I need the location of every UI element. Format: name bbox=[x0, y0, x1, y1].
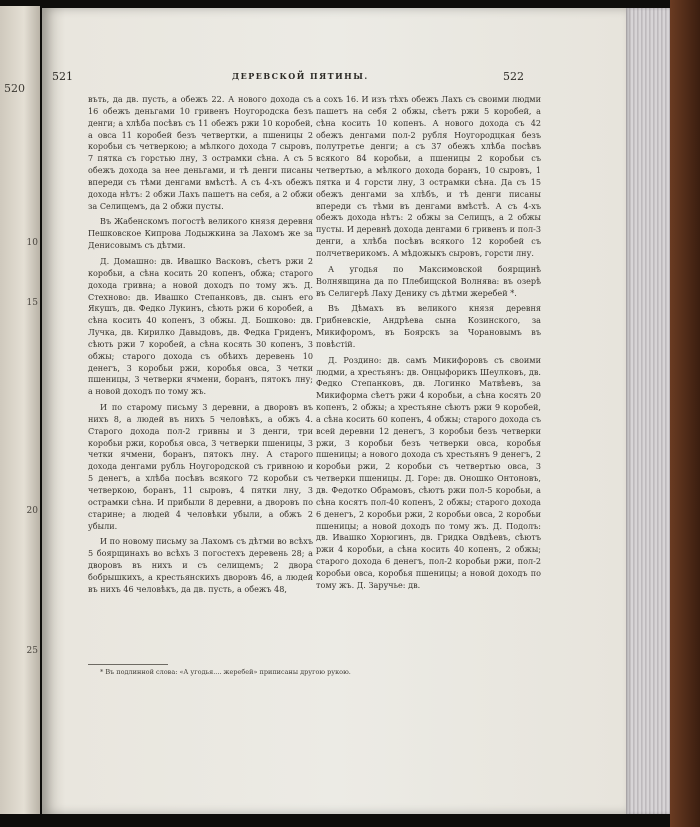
book-cover bbox=[670, 0, 700, 827]
paragraph: Д. Роздино: дв. самъ Микифоровъ съ своими людми, а хрестьянъ: дв. Онцыфорикъ Шеулковъ, дв. Федко Степанковъ, дв. Логинко Матвѣевъ, за Микиформа сѣетъ ржи 4 коробьи, а сѣна косять 20 копенъ, 2 обжы; а хрестьяне сѣютъ ржи 9 коробей, а сѣна косить 60 копенъ, 4 обжы; старого дохода съ всей деревни 12 денегъ, 3 коробьи безъ четверки ржи, 3 коробьи безъ четверки овса, коробья пшеницы; а нового дохода съ хрестьянъ 9 денегъ, 2 коробьи ржи, 2 коробьи съ четвертью овса, 3 четверки пшеницы. Д. Горе: дв. Оношко Онтоновъ, дв. Федотко Обрамовъ, сѣютъ ржи пол-5 коробьи, а сѣна косятъ пол-40 копенъ, 2 обжы; старого дохода 6 денегъ, 2 коробьи ржи, 2 коробьи овса, 2 коробьи пшеницы; а новой доходъ по тому жъ. Д. Подолъ: дв. Ивашко Хорюгинъ, дв. Гридка Овдѣевъ, сѣютъ ржи 4 коробьи, а сѣна косить 40 копенъ, 2 обжы; старого дохода 6 денегъ, пол-2 коробьи ржи, пол-2 коробьи овса, коробья пшеницы; а новой доходъ по тому жъ. Д. Заручье: дв. bbox=[316, 354, 541, 590]
page-stack-edge bbox=[626, 8, 670, 814]
text-column-left bbox=[88, 94, 313, 600]
paragraph: И по новому письму за Лахомъ съ дѣтми во всѣхъ 5 боярщинахъ во всѣхъ 3 погостехъ деревень 28; а дворовъ въ нихъ и съ селищемъ; 2 двора бобрышкихъ, а крестьянскихъ дворовъ 46, а людей въ нихъ 46 человѣкъ, да дв. пусть, а обежъ 48, bbox=[88, 536, 313, 594]
left-page-number: 520 bbox=[4, 82, 25, 95]
left-page-edge bbox=[0, 6, 40, 814]
left-margin-mark: 20 bbox=[26, 506, 38, 516]
left-margin-mark: 15 bbox=[26, 298, 38, 308]
left-margin-mark: 10 bbox=[26, 238, 38, 248]
running-title: ДЕРЕВСКОЙ ПЯТИНЫ. bbox=[232, 71, 369, 81]
left-margin-mark: 25 bbox=[26, 646, 38, 656]
paragraph: И по старому письму 3 деревни, а дворовъ въ нихъ 8, а людей въ нихъ 5 человѣкъ, а обжъ 4. Старого дохода пол-2 гривны и 3 денги, три коробьи ржи, коробья овса, 3 четверки пшеницы, 3 четки ячмени, боранъ, пятокъ лну. А старого дохода денгами рубль Ноугородской съ гривною и 5 денегъ, а хлѣба посѣвъ всякого 72 коробьи съ четверкою, боранъ, 11 сыровъ, 4 пятки лну, 3 острамки сѣна. И прибыли 8 деревни, а дворовъ по старине; а людей 4 человѣки убыли, а обжъ 2 убыли. bbox=[88, 402, 313, 531]
paragraph: а сохъ 16. И изъ тѣхъ обежъ Лахъ съ своими людми пашетъ на себя 2 обжы, сѣетъ ржи 5 коробей, а сѣна косить 10 копенъ. А нового дохода съ 42 обежъ денгами пол-2 рубля Ноугородцкая безъ полутретье денги; а съ 37 обежъ хлѣба посѣвъ всякого 84 коробьи, а пшеницы 2 коробьи съ четвертью, а мѣлкого дохода боранъ, 10 сыровъ, 1 пятка и 4 горсти лну, 3 острамки сѣна. Да съ 15 обежъ денгами за хлѣбъ, и тѣ денги писаны впереди съ тѣми въ денгами вмѣстѣ. А съ 4-хъ обежъ дохода нѣтъ: 2 обжы за Селищъ, а 2 обжы пусты. И деревнѣ дохода денгами 6 гривенъ и пол-3 денги, а хлѣба посѣвъ всякого 12 коробей съ полчетверикомъ. А мѣдожыкъ сыровъ, горсти лну. bbox=[316, 94, 541, 258]
footnote: * Въ подлинной слова: «А угодья.... жеребей» приписаны другою рукою. bbox=[100, 668, 351, 676]
page-number-left: 521 bbox=[52, 70, 73, 83]
paragraph: Въ Дѣмахъ въ великого князя деревня Грибневскіе, Андрѣева сына Козинского, за Микифоромъ, въ Боярскъ за Чорановымъ въ повѣстій. bbox=[316, 303, 541, 349]
paragraph: А угодья по Максимовской боярщинѣ Волнявщина да по Плебищской Волнява: въ озерѣ въ Селигерѣ Лаху Денику съ дѣтми жеребей *. bbox=[316, 263, 541, 298]
footnote-rule bbox=[88, 664, 168, 665]
page-number-right: 522 bbox=[503, 70, 524, 83]
paragraph: въть, да дв. пусть, а обежъ 22. А нового дохода съ 16 обежъ деньгами 10 гривенъ Ноугородска безъ денги; а хлѣба посѣвъ съ 11 обежъ ржи 10 коробей, а овса 11 коробей безъ четвертки, а пшеницы 2 коробьи съ четверкою; а мѣлкого дохода 7 сыровъ, 7 пятка съ горстью лну, 3 острамки сѣна. А съ 5 обежъ дохода за нее деньгами, и тѣ денги писаны впереди съ тѣми денгами вмѣстѣ. А съ 4-хъ обежъ дохода нѣтъ: 2 обжи Лахъ пашетъ на себя, а 2 обжи за Селищемъ, да 2 обжи пусты. bbox=[88, 94, 313, 211]
running-header bbox=[52, 70, 522, 90]
paragraph: Д. Домашно: дв. Ивашко Васковъ, сѣетъ ржи 2 коробьи, а сѣна косить 20 копенъ, обжа; старого дохода гривна; а новой доходъ по тому жъ. Д. Стехново: дв. Ивашко Степанковъ, дв. сынъ его Якушъ, дв. Федко Лукинъ, сѣють ржи 6 коробей, а сѣна косить 40 копенъ, 3 обжы. Д. Бошково: дв. Лучка, дв. Кирилко Давыдовъ, дв. Федка Гриденъ, сѣють ржи 7 коробей, а сѣна косять 30 копенъ, 3 обжы; старого дохода съ обѣихъ деревень 10 денегъ, 3 коробьи ржи, коробья овса, 3 четки пшеницы, 3 четверки ячмени, боранъ, пятокъ лну; а новой доходъ по тому жъ. bbox=[88, 255, 313, 397]
text-column-right bbox=[316, 94, 541, 596]
paragraph: Въ Жабенскомъ погостѣ великого князя деревня Пешковское Кипрова Лодыжкина за Лахомъ же за Денисовымъ съ дѣтми. bbox=[88, 216, 313, 251]
